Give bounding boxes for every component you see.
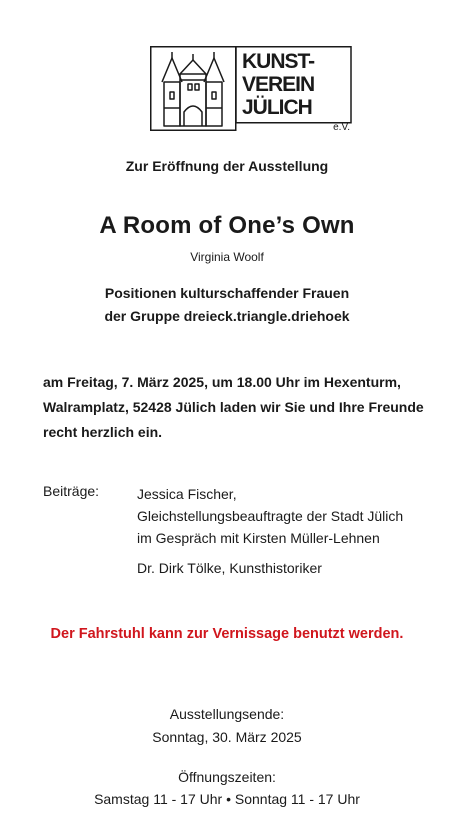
kunstverein-logo: [150, 46, 353, 131]
contribution-line-4: Dr. Dirk Tölke, Kunsthistoriker: [137, 560, 322, 576]
subtitle-line-2: der Gruppe dreieck.triangle.driehoek: [104, 308, 350, 324]
exhibition-end-date: Sonntag, 30. März 2025: [152, 729, 302, 745]
subtitle-line-1: Positionen kulturschaffender Frauen: [104, 285, 350, 301]
logo-graphic: [150, 46, 353, 131]
invitation-line-2: Walramplatz, 52428 Jülich laden wir Sie und Ihre Freunde: [43, 399, 424, 415]
contributions-label: Beiträge:: [43, 483, 100, 499]
author-name: Virginia Woolf: [190, 250, 264, 264]
contributions-list: [137, 483, 403, 579]
contribution-line-1: Jessica Fischer,: [137, 486, 237, 502]
logo-line-2: VEREIN: [242, 73, 315, 96]
opening-hours-label: Öffnungszeiten:: [178, 769, 276, 785]
tower-icon: [162, 52, 224, 126]
logo-suffix: e.V.: [333, 122, 350, 131]
invitation-line-3: recht herzlich ein.: [43, 424, 163, 440]
contribution-line-3: im Gespräch mit Kirsten Müller-Lehnen: [137, 530, 380, 546]
logo-line-3: JÜLICH: [242, 96, 312, 119]
logo-line-1: KUNST-: [242, 50, 315, 73]
invitation-line-1: am Freitag, 7. März 2025, um 18.00 Uhr im Hexenturm,: [43, 374, 401, 390]
contribution-line-2: Gleichstellungsbeauftragte der Stadt Jülich: [137, 508, 404, 524]
exhibition-title: A Room of One’s Own: [99, 212, 355, 239]
invitation-block: [43, 370, 433, 445]
elevator-notice: Der Fahrstuhl kann zur Vernissage benutzt werden.: [50, 626, 404, 642]
opening-hours-text: Samstag 11 - 17 Uhr • Sonntag 11 - 17 Uhr: [94, 791, 360, 807]
exhibition-end-label: Ausstellungsende:: [169, 706, 285, 722]
intro-text: Zur Eröffnung der Ausstellung: [125, 158, 329, 174]
